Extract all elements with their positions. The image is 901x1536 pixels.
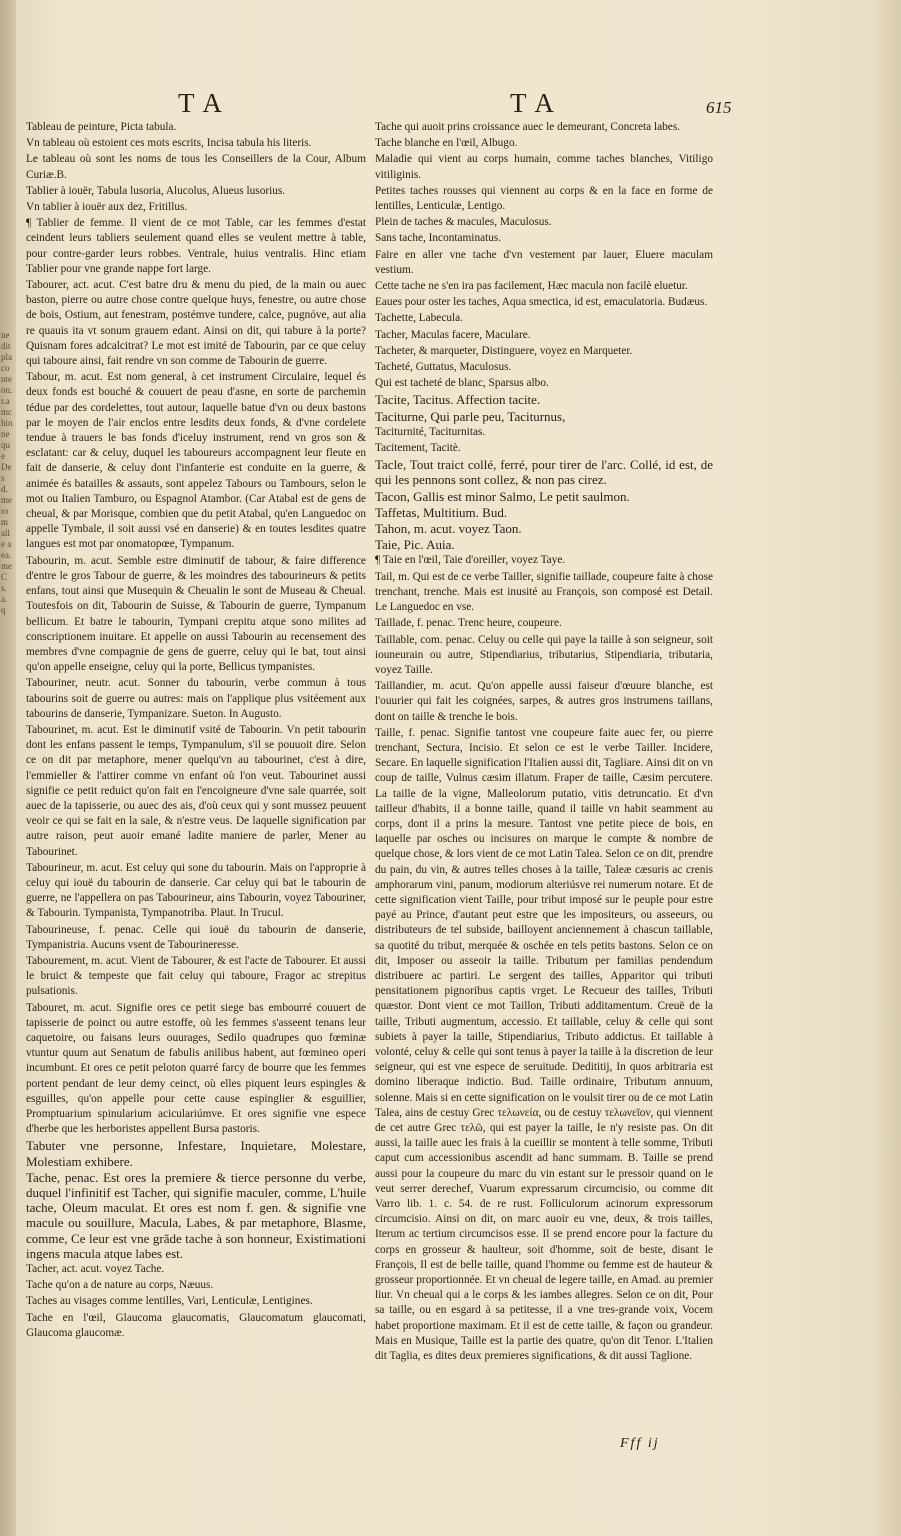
entry-text: Tabour, m. acut. Est nom general, à cet instrument Circulaire, lequel és deux fonds est bouché & couuert de peau d'asne, en sorte de parchemin tédue par des cordelettes, tout autour, laquelle batue d'vn ou deux bastons par le moyen de l'air enclos entre lesdits deux fonds, & d'vne cordelete tendue à trauers le bas fonds d'iceluy instrument, rend vn gros son & esclatant: car & celuy, duquel les taboureurs accompagnent leur fleute en fait de danserie, & celuy dont l'infanterie est conduite en la guerre, & animée és batailles & assauts, sont appelez Tabours ou Tambours, selon le mot ou Italien Tamburo, ou Espagnol Atambor. (Car Atabal est de gens de cheual, & par Morisque, combien que du petit Atabal, qu'en Languedoc on appelle Tymbale, il soit aussi vsé en danserie) & en toutes lesdites quatre langues est mot par onomatopœe, Tympanum. [26,371,366,551]
entry-text: Faire en aller vne tache d'vn vestement par lauer, Eluere maculam vestium. [375,248,713,276]
entry-text: Cette tache ne s'en ira pas facilement, Hæc macula non facilè eluetur. [375,280,688,293]
entry-text: Tache blanche en l'œil, Albugo. [375,137,518,150]
entry-text: Petites taches rousses qui viennent au corps & en la face en forme de lentilles, Lenticulæ, Lentigo. [375,184,713,213]
entry-text: Tacher, Maculas facere, Maculare. [375,328,531,341]
entry-text: Taciturne, Qui parle peu, Taciturnus, [375,408,566,424]
entry-text: Tacitement, Tacitè. [375,442,461,455]
entry-text: Tabourin, m. acut. Semble estre diminutif de tabour, & faire difference d'entre le gros Tabour de guerre, & les moindres des tabourineurs & petits enfans, tout ainsi que Musequin & Cheualin le sont de Museau & Cheual. Toutesfois on dit, Tabourin de Suisse, & Tabourin de guerre, Tympanum bellicum. Et batre le tabourin, Tympani crepitu atque sono milites ad conscriptionem inuitare. Et appelle on aussi Tabourin au recensement des membres d'vne compagnie de gens de guerre, celuy qui le bat, tout ainsi qu'on appelle enseigne, celuy qui la porte, Bellicus tympanistes. [26,554,366,674]
entry-text: Tabourinet, m. acut. Est le diminutif vsité de Tabourin. Vn petit tabourin dont les enfans passent le temps, Tympanulum, s'il se pouuoit dire. Selon ce on dit par metaphore, mener quelqu'vn au tabourinet, c'est à dire, l'emmieller & l'attirer comme vn enfant où l'on veut. Tabourinet aussi signifie ce petit reduict qu'on fait en l'encoigneure d'vne sale quarrée, soit auec de la tapisserie, ou auec des ais, d'où ceux qui y sont mussez peuuent veoir ce qui se fait en la sale, & n'estre veus. De laquelle signification par autre raison, peut auoir emané ladite maniere de parler, Mener au Tabourinet. [26,723,366,858]
gutter-text: ne ditplaconte on.r.amchin ne que Des d.me rom alle a ea.me C s. a. q [1,330,13,615]
left-running-head: TA [178,88,232,118]
entry-text: Tacon, Gallis est minor Salmo, Le petit saulmon. [375,488,630,504]
entry-text: Taffetas, Multitium. Bud. [375,504,508,520]
entry-text: ¶ Taie en l'œil, Taie d'oreiller, voyez Taye. [375,554,566,567]
entry-text: Maladie qui vient au corps humain, comme taches blanches, Vitiligo vitiliginis. [375,153,713,181]
entry-text: Tacheté, Guttatus, Maculosus. [375,361,512,374]
entry-text: Tabuter vne personne, Infestare, Inquietare, Molestare, Molestiam exhibere. [26,1138,366,1169]
entry-text: ¶ Tablier de femme. Il vient de ce mot Table, car les femmes d'estat ceindent leurs tabliers seulement quand elles se veulent mettre à table, pour contre-garder leurs robbes. Ventrale, huius ventralis. Hinc etiam Tablier pour vne grande nappe fort large. [26,217,366,275]
entry-text: Tache, penac. Est ores la premiere & tierce personne du verbe, duquel l'infinitif est Tacher, qui signifie maculer, comme, L'huile tache, Oleum maculat. Et ores est nom f. gen. & signifie vne macule ou souillure, Macula, Labes, & par metaphore, Blasme, comme, Ce leur est vne grãde tache à son honneur, Existimationi ingens macula atque labes est. [26,1169,366,1261]
entry-text: Taillandier, m. acut. Qu'on appelle aussi faiseur d'œuure blanche, est l'ouurier qui fait les coignées, sarpes, & autres gros instrumens taillans, dont on taille & trenche le bois. [375,680,713,723]
entry-text: Plein de taches & macules, Maculosus. [375,216,552,229]
entry-text: Tacher, act. acut. voyez Tache. [26,1263,165,1276]
page-number: 615 [706,98,732,117]
entry-text: Tacite, Tacitus. Affection tacite. [375,392,541,408]
entry-text: Eaues pour oster les taches, Aqua smectica, id est, emaculatoria. Budæus. [375,296,708,309]
entry-text: Tahon, m. acut. voyez Taon. [375,521,522,537]
entry-text: Tail, m. Qui est de ce verbe Tailler, signifie taillade, coupeure faite à chose trenchant, trenche. Mais est inusité au François, son composé est Detail. Le Languedoc en vse. [375,570,713,614]
entry-text: Tacheter, & marqueter, Distinguere, voyez en Marqueter. [375,344,633,357]
entry-text: Sans tache, Incontaminatus. [375,232,502,245]
entry-text: Tachette, Labecula. [375,312,463,325]
page-gutter [0,0,16,1536]
entry-text: Qui est tacheté de blanc, Sparsus albo. [375,377,549,390]
entry-text: Vn tablier à iouër aux dez, Fritillus. [26,201,188,214]
entry-text: Taciturnité, Taciturnitas. [375,425,486,438]
entry-text: Taie, Pic. Auia. [375,537,455,553]
entry-text: Tablier à iouër, Tabula lusoria, Alucolus, Alueus lusorius. [26,184,286,197]
entry-text: Tache en l'œil, Glaucoma glaucomatis, Glaucomatum glaucomati, Glaucoma glaucomæ. [26,1311,366,1339]
entry-text: Tabourineur, m. acut. Est celuy qui sone du tabourin. Mais on l'approprie à celuy qui iouë du tabourin de danserie. Car celuy qui bat le tabourin de guerre, ne l'appellera on pas Tabourineur, ains Tabourin, voyez Tabouriner, & Tabourin. Tympanista, Tympanotriba. Plaut. In Trucul. [26,861,366,920]
entry-text: Taillade, f. penac. Trenc heure, coupeure. [375,617,562,630]
entry-text: Tacle, Tout traict collé, ferré, pour tirer de l'arc. Collé, id est, de qui les pennons sont collez, & non pas cirez. [375,457,713,488]
entry-text: Taille, f. penac. Signifie tantost vne coupeure faite auec fer, ou pierre trenchant, Sectura, Incisio. Et selon ce est le verbe Tailler. Incidere, Secare. En laquelle signification l'Italien aussi dit, Tagliare. Ainsi dit on vn coup de taille, Vulnus cæsim illatum. Fraper de taille, Cæsim percutere. La taille de la vigne, Malleolorum putatio, vitis detruncatio. Et d'vn tailleur d'habits, il a bonne taille, quand il taille vn habit seamment au corps, dont il a prins la mesure. Tantost vne petite piece de bois, en laquelle par osches ou incisures on marque le compte & nombre de quelque chose, & lors vient de ce mot Latin Talea. Selon ce on dit, prendre du pain, du vin, & autres telles choses à la taille, Taleæ cæsuris ac crenis amphorarum vini, panum, modiorum alteriúsve rei numerum notare. Et de cette signification vient Taille, pour tribut imposé sur le peuple pour estre payé au Prince, d'autant peut estre que les impositeurs, ou asseeurs, ou distributeurs de tel subside, bailloyent anciennement à chascun taillable, sa quotité du tribut, merquée & oschée en tels petits bastons. Selon ce on dit, Imposer ou asseoir la taille. Tributum per familias pendendum distribuere ac partiri. Le sergent des tailles, Apparitor qui tributi pensitationem pignoribus captis vrget. Le Recueur des tailles, Tributi quæstor. Dont vient ce mot Taillon, Tributi additamentum. Creuë de la taille, Tributi augmentum, accessio. Et taillable, celuy & celle qui sont subiets à payer la taille, Stipendiarius, Tributo addictus. Et taillable à volonté, celuy & celle qui sont tenus à payer la taille à la discretion de leur seigneur, qui est vne espece de seruitude. Dedititij, In quos arbitraria est domino liberaque indictio. Bud. Taille ordinaire, Tributum annuum, solenne. Mais si en cette signification on le voulsit tirer ou de ce mot Latin Talea, ains de cestuy Grec τελωνεία, ou de cestuy τελωνεῖον, qui viennent de cet autre Grec τελῶ, qui est payer la taille, Ie n'y resiste pas. On dit aussi, la taille auec les frais à la cueillir se montent à telle somme, Tributi caput cum accessionibus ascendit ad hanc summam. B. Taille se prend aussi pour la coupeure du marc du vin estant sur le pressoir quand on le veut serrer derechef, Vuarum expressarum circumcisio, ou comme dit Varro lib. 1. c. 54. de re rust. Folliculorum acinorum expressorum circumcisio. Ainsi on dit, on marc auoir eu vne, deux, & trois tailles, Iterum ac tertium circumcisos esse. Il se prend encore pour la facture du corps en grosseur & haulteur, soit d'homme, soit de beste, disant le François, Il est de belle taille, quand l'homme ou femme est de hauteur & grosseur proportionnée. Et vn cheual de legere taille, en Amad. au premier liur. Vn cheual qui a le corps & les iambes allegres. Selon ce on dit, Pour sa taille, ou en esgard à sa petitesse, il a vne tres-grande voix, Vocem habet proportione maximam. Et il est de cette taille, & façon ou grandeur. Mais en Musique, Taille est la partie des quatre, qu'on dit Tenor. L'Italien dit Taglia, es dites deux premieres significations, & dit aussi Taglione. [375,726,713,1363]
signature-mark: Fff ij [620,1436,660,1451]
entry-text: Tabourineuse, f. penac. Celle qui iouë du tabourin de danserie, Tympanistria. Aucuns vsent de Tabourineresse. [26,923,366,951]
entry-text: Tabouret, m. acut. Signifie ores ce petit siege bas embourré couuert de tapisserie de poinct ou autre estoffe, où les femmes s'asseent tenans leur caquetoire, ou faisans leurs ouurages, Sedilo quadrupes quo fœminæ vtuntur quum aut Senatum de fabulis anilibus habent, aut fœmineo operi incumbunt. Et ores ce petit peloton quarré farcy de bourre que les femmes portent pendant de leur demy ceinct, où elles piquent leurs espingles & esguilles, qu'on appelle pour cette cause espinglier & esguillier, Promptuarium spinularium aciculariúmve. Et ores signifie vne espece d'herbe que les herboristes appellent Bursa pastoris. [26,1001,366,1136]
entry-text: Tabourement, m. acut. Vient de Tabourer, & est l'acte de Tabourer. Et aussi le bruict & tempeste que fait celuy qui taboure, Fragor ac strepitus pulsationis. [26,954,366,998]
entry-text: Vn tableau où estoient ces mots escrits, Incisa tabula his literis. [26,137,312,150]
entry-text: Tache qu'on a de nature au corps, Næuus. [26,1279,214,1292]
left-column [26,120,366,1342]
entry-text: Le tableau où sont les noms de tous les Conseillers de la Cour, Album Curiæ.B. [26,153,366,181]
entry-text: Tache qui auoit prins croissance auec le demeurant, Concreta labes. [375,121,681,133]
entry-text: Tabourer, act. acut. C'est batre dru & menu du pied, de la main ou auec baston, pierre ou autre chose contre quelque huys, fenestre, ou autre chose de bois, Ostium, aut fenestram, postémve tundere, calce, pugnóve, aut alia re quauis ita vt sonum grauem edant. Ainsi on dit, qui tabure à la porte? Quisnam fores adcalcitrat? Le mot est imité de Tabourin, par ce que celuy qui taboure ainsi, fait rendre vn son comme de Tabourin de guerre. [26,279,366,368]
entry-text: Tableau de peinture, Picta tabula. [26,121,177,133]
entry-text: Taillable, com. penac. Celuy ou celle qui paye la taille à son seigneur, soit iouneurain ou autre, Stipendiarius, tributarius, Stipendiaria, tributaria, voyez Taille. [375,633,713,676]
right-running-head: TA [510,88,564,118]
entry-text: Tabouriner, neutr. acut. Sonner du tabourin, verbe commun à tous tabourins soit de guerre ou autres: mais on l'applique plus vsitéement aux tabourins de danserie, Tympanizare. Sueton. In Augusto. [26,677,366,720]
entry-text: Taches au visages comme lentilles, Vari, Lenticulæ, Lentigines. [26,1295,313,1308]
right-column [375,120,713,1365]
